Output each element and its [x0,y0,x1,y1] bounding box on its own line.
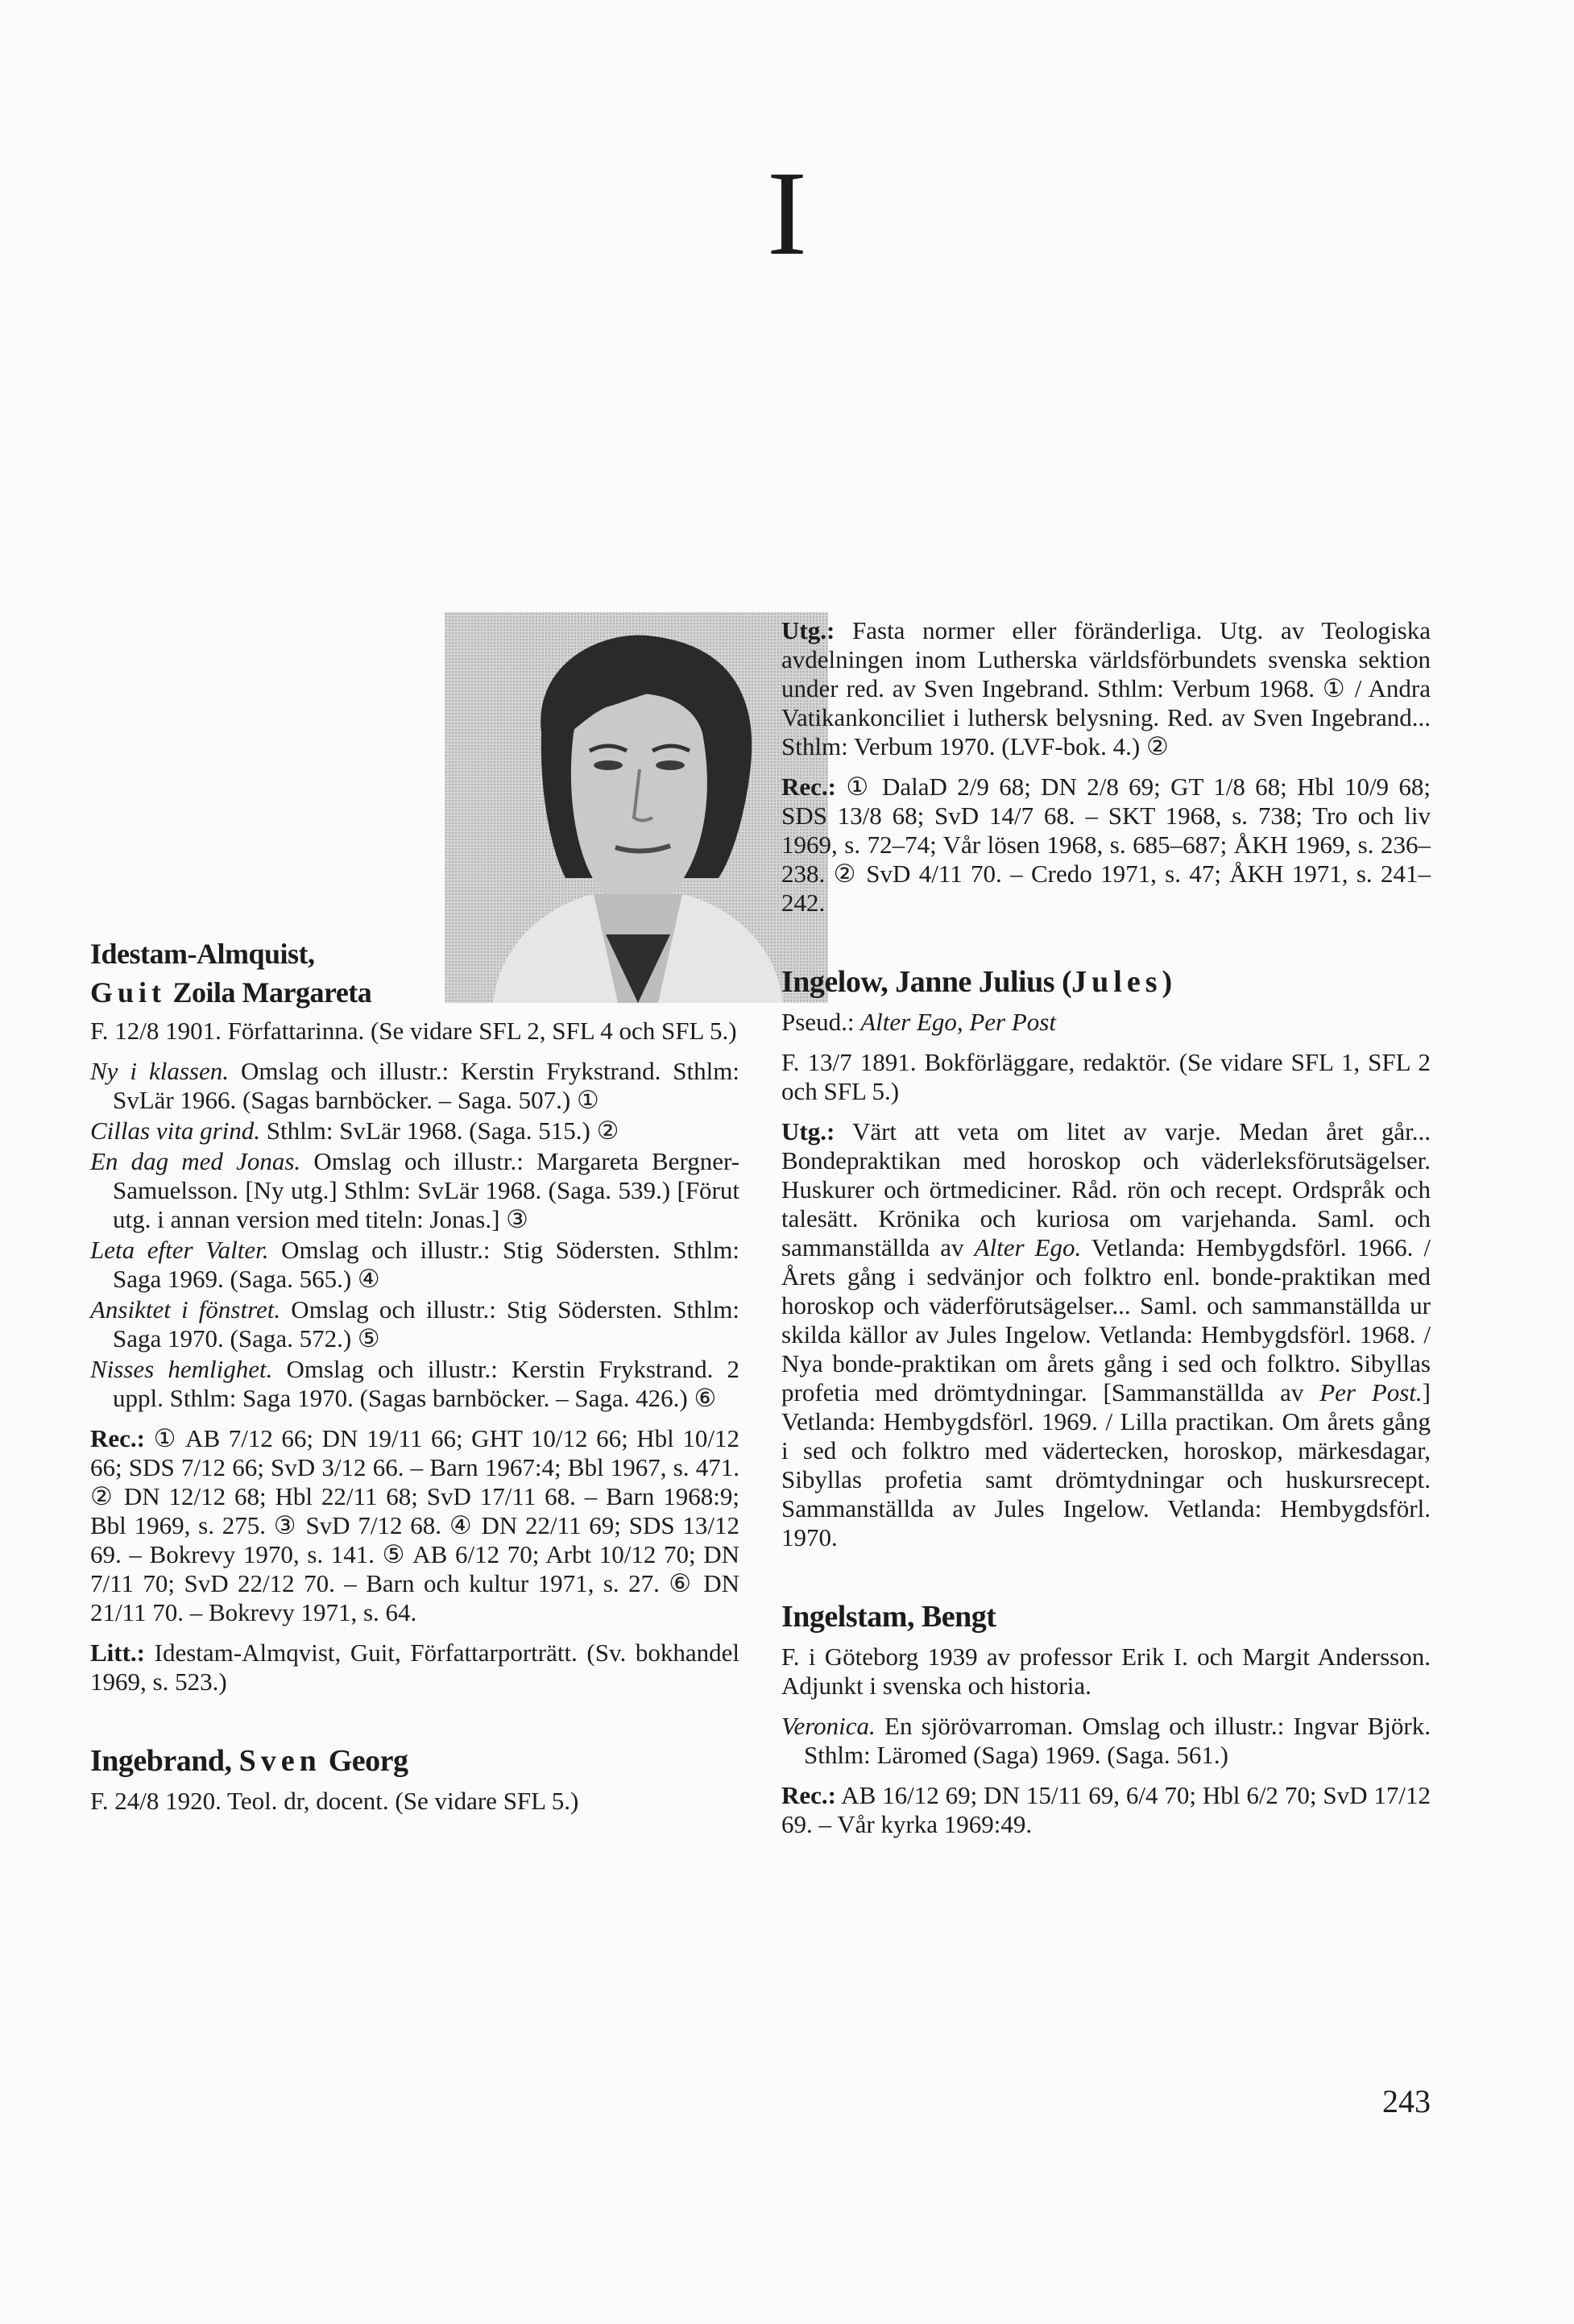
entry-bio: F. 12/8 1901. Författarinna. (Se vidare SFL 2, SFL 4 och SFL 5.) [90,1017,737,1045]
work-item [90,1236,739,1294]
work-title: Leta efter Valter. [90,1236,269,1264]
entry-given-rest: Georg [321,1744,408,1778]
entry-surname: Idestam-Almquist, [90,938,315,970]
editions-label: Utg.: [781,1117,835,1145]
left-column [90,612,739,2062]
entry-heading-idestam-almquist [90,934,445,1012]
work-item [90,1057,739,1115]
work-text: Sthlm: SvLär 1968. (Saga. 515.) ② [260,1116,619,1145]
editions-text-3: ] Vetlanda: Hembygdsförl. 1969. / Lilla practikan. Om årets gång i sed och folktro med vädertecken, horoskop, märkesdagar, Sibyllas profetia samt drömtydningar och huskursrecept. Sammanställda av Jules Ingelow. Vetlanda: Hembygdsförl. 1970. [781,1378,1431,1551]
work-text: Omslag och illustr.: Kerstin Frykstrand. 2 uppl. Sthlm: Saga 1970. (Sagas barnböcker. – Saga. 426.) ⑥ [113,1355,739,1412]
entry-called-name: Guit [90,976,167,1009]
reviews-label: Rec.: [90,1424,145,1452]
entry-surname: Ingelow, Janne Julius ( [781,965,1072,999]
editions-text-2: Vetlanda: Hembygdsförl. 1966. / Årets gång i sedvänjor och folktro enl. bonde-praktikan med horoskop och väderförutsägelser... Saml. och sammanställda ur skilda källor av Jules Ingelow. Vetlanda: Hembygdsförl. 1968. / Nya bonde-praktikan om årets gång i sed och folktro. Sibyllas profetia med drömtydningar. [Sammanställda av [781,1233,1431,1406]
reviews-text: ① AB 7/12 66; DN 19/11 66; GHT 10/12 66; Hbl 10/12 66; SDS 7/12 66; SvD 3/12 66. – Barn 1967:4; Bbl 1967, s. 471. ② DN 12/12 68; Hbl 22/11 68; SvD 17/11 68. – Barn 1968:9; Bbl 1969, s. 275. ③ SvD 7/12 68. ④ DN 22/11 69; SDS 13/12 69. – Bokrevy 1970, s. 141. ⑤ AB 6/12 70; Arbt 10/12 70; DN 7/11 70; SvD 22/12 70. – Barn och kultur 1971, s. 27. ⑥ DN 21/11 70. – Bokrevy 1971, s. 64. [90,1424,739,1626]
work-title: Ansiktet i fönstret. [90,1295,281,1324]
entry-surname: Ingebrand, [90,1744,239,1778]
reviews [90,1424,739,1627]
reviews [781,773,1431,918]
section-letter: I [767,147,807,280]
entry-heading-ingebrand [90,1743,739,1779]
works-list [90,1057,739,1413]
pseudonyms [781,1008,1431,1037]
work-text: Omslag och illustr.: Stig Södersten. Sthlm: Saga 1969. (Saga. 565.) ④ [113,1236,739,1293]
reviews [781,1781,1431,1839]
editions [781,1117,1431,1552]
editions-pseud-2: Per Post. [1319,1378,1423,1406]
work-text: Omslag och illustr.: Margareta Bergner-Samuelsson. [Ny utg.] Sthlm: SvLär 1968. (Saga. 539.) [Förut utg. i annan version med titeln: Jonas.] ③ [113,1147,739,1233]
reviews-label: Rec.: [781,1781,836,1809]
literature-label: Litt.: [90,1638,146,1667]
work-item [781,1712,1431,1770]
entry-heading-ingelstam: Ingelstam, Bengt [781,1600,996,1634]
work-item [90,1147,739,1234]
reviews-text: ① DalaD 2/9 68; DN 2/8 69; GT 1/8 68; Hbl 10/9 68; SDS 13/8 68; SvD 14/7 68. – SKT 1968, s. 738; Tro och liv 1969, s. 72–74; Vår lösen 1968, s. 685–687; ÅKH 1969, s. 236–238. ② SvD 4/11 70. – Credo 1971, s. 47; ÅKH 1971, s. 241–242. [781,773,1431,917]
literature-text: Idestam-Almqvist, Guit, Författarporträtt. (Sv. bokhandel 1969, s. 523.) [90,1638,739,1696]
reviews-label: Rec.: [781,773,836,801]
work-item [90,1116,739,1145]
work-title: En dag med Jonas. [90,1147,301,1175]
literature [90,1638,739,1696]
entry-bio: F. 13/7 1891. Bokförläggare, redaktör. (Se vidare SFL 1, SFL 2 och SFL 5.) [781,1048,1431,1105]
entry-given-names [90,973,445,1012]
work-title: Veronica. [781,1712,876,1740]
entry-called-name: Sven [238,1744,321,1778]
editions-text-1: Värt att veta om litet av varje. Medan året går... Bondepraktikan med horoskop och väderleksförutsägelser. Huskurer och örtmediciner. Råd. rön och recept. Ordspråk och talesätt. Krönika och kuriosa om varjehanda. Saml. och sammanställda av [781,1117,1431,1261]
work-text: Omslag och illustr.: Stig Södersten. Sthlm: Saga 1970. (Saga. 572.) ⑤ [113,1295,740,1353]
entry-called-name: Jules [1071,965,1162,999]
portrait-image [445,612,828,1003]
work-item [90,1295,739,1353]
portrait-photo [445,612,828,1003]
work-title: Cillas vita grind. [90,1116,260,1145]
editions-text: Fasta normer eller föränderliga. Utg. av Teologiska avdelningen inom Lutherska världsförbundets svenska sektion under red. av Sven Ingebrand. Sthlm: Verbum 1968. ① / Andra Vatikankonciliet i luthersk belysning. Red. av Sven Ingebrand... Sthlm: Verbum 1970. (LVF-bok. 4.) ② [781,616,1431,760]
right-column [781,616,1431,1839]
entry-given-rest: Zoila Margareta [166,976,372,1009]
entry-body-idestam-almquist [90,1017,739,1816]
entry-heading-ingelow [781,964,1431,1000]
reviews-text: AB 16/12 69; DN 15/11 69, 6/4 70; Hbl 6/2 70; SvD 17/12 69. – Vår kyrka 1969:49. [781,1781,1431,1838]
editions [781,616,1431,761]
work-item [90,1355,739,1413]
page-number: 243 [1382,2083,1431,2119]
entry-bio: F. i Göteborg 1939 av professor Erik I. och Margit Andersson. Adjunkt i svenska och historia. [781,1643,1431,1700]
pseudonyms-text: Alter Ego, Per Post [860,1008,1056,1036]
entry-bio: F. 24/8 1920. Teol. dr, docent. (Se vidare SFL 5.) [90,1787,579,1815]
editions-label: Utg.: [781,616,835,644]
work-text: En sjörövarroman. Omslag och illustr.: Ingvar Björk. Sthlm: Läromed (Saga) 1969. (Saga. 561.) [804,1712,1431,1769]
editions-pseud-1: Alter Ego. [974,1233,1082,1261]
pseudonyms-label: Pseud.: [781,1008,861,1036]
work-title: Nisses hemlighet. [90,1355,273,1383]
entry-given-rest: ) [1162,965,1172,999]
work-title: Ny i klassen. [90,1057,229,1085]
work-text: Omslag och illustr.: Kerstin Frykstrand. Sthlm: SvLär 1966. (Sagas barnböcker. – Saga. 507.) ① [113,1057,739,1114]
